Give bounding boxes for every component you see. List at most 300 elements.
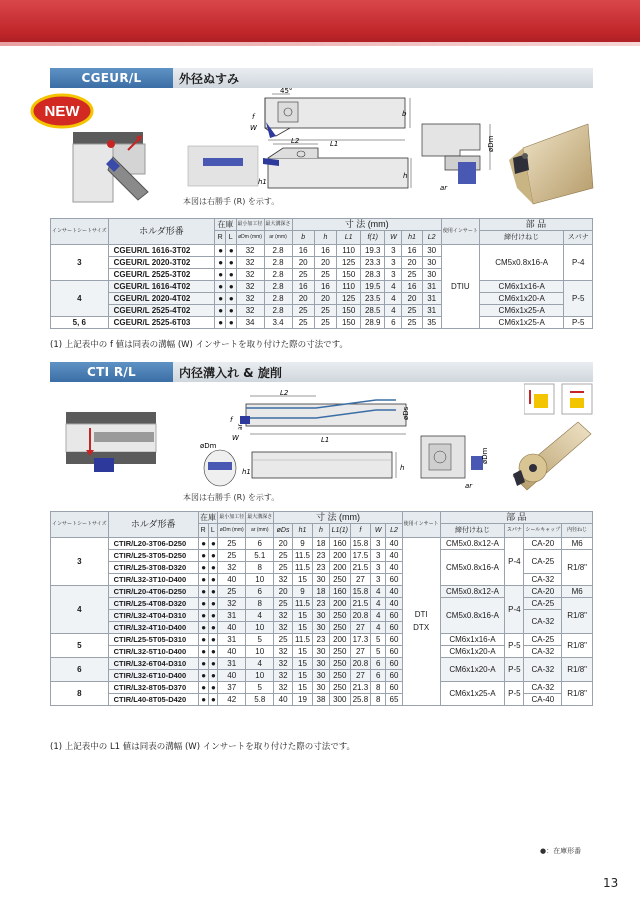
dim-cell-l1: 150 <box>337 305 361 317</box>
dim-cell-h: 25 <box>314 317 336 329</box>
dim-cell-l1: 300 <box>329 694 350 706</box>
screw-cell: CM5x0.8x16-A <box>440 598 505 634</box>
dim-cell-h: 18 <box>313 586 330 598</box>
dim-cell-ds: 32 <box>274 622 293 634</box>
dim-cell-h1: 25 <box>402 305 422 317</box>
insert-cell: DTI DTX <box>402 538 440 706</box>
dim-cell-dm: 25 <box>218 550 246 562</box>
col-stock: 在庫 <box>215 219 236 231</box>
dim-cell-b: 16 <box>292 245 314 257</box>
dim-cell-l1: 200 <box>329 634 350 646</box>
dim-cell-w: 3 <box>371 538 386 550</box>
dim-cell-ar: 4 <box>246 610 274 622</box>
dim-cell-h: 25 <box>314 305 336 317</box>
stock-l-cell: ● <box>208 682 218 694</box>
cgeur-application-illustration <box>68 122 163 207</box>
dim-cell-f: 28.9 <box>361 317 385 329</box>
dim-cell-w: 3 <box>385 245 402 257</box>
dim-cell-dm: 31 <box>218 658 246 670</box>
dim-cell-h1: 16 <box>402 245 422 257</box>
dim-cell-f: 19.3 <box>361 245 385 257</box>
dim-cell-ar: 10 <box>246 646 274 658</box>
insert-size-cell: 8 <box>51 682 109 706</box>
cti-spec-table: インサートシートサイズ ホルダ形番 在庫 最小加工径 最大溝深さ 寸 法 (mm) 使用インサート 部 品 R L øDm (mm) ar (mm) øDs h1 h L1(1) f W L2 締付けねじ スパナ シールキャップ 内径ねじ 3 CTIR/L20-3T06-D250 ● ● 25 6 20 9 18 160 15.8 3 40 DTI DTX CM5x0.8x12-A P-4 CA-20 M6 CTIR/L25-3T05-D250 ● ● 25 5.1 25 11.5 23 200 17.5 3 40 CM5x0.8x16-A CA-25 R1/8" CTIR/L25-3T08-D320 ● ● 32 8 25 11.5 23 200 21.5 3 40 CTIR/L32-3T10-D400 ● ● 40 10 32 15 30 250 27 3 60 CA-32 4 CTIR/L20-4T06-D250 ● ● 25 6 20 9 18 160 15.8 4 40 CM5x0.8x12-A P-4 CA-20 M6 CTIR/L25-4T08-D320 ● ● 32 8 25 11.5 23 200 21.5 4 40 CM5x0.8x16-A CA-25 R1/8" CTIR/L32-4T04-D310 ● ● 31 4 32 15 30 250 20.8 4 60 CA-32 CTIR/L32-4T10-D400 ● ● 40 10 32 15 30 250 27 4 60 5 CTIR/L25-5T05-D310 ● ● 31 5 25 11.5 23 200 17.3 5 60 CM6x1x16-A P-5 CA-25 R1/8" CTIR/L32-5T10-D400 ● ● 40 10 32 15 30 250 27 5 60 CM6x1x20-A CA-32 6 CTIR/L32-6T04-D310 ● ● 31 4 32 15 30 250 20.8 6 60 CM6x1x20-A P-5 CA-32 R1/8" CTIR/L32-6T10-D400 ● ● 40 10 32 15 30 250 27 6 60 8 CTIR/L32-8T05-D370 ● ● 37 5 32 15 30 250 21.3 8 60 CM6x1x25-A P-5 CA-32 R1/8" CTIR/L40-8T05-D420 ● ● 42 5.8 40 19 38 300 25.8 8 65 CA-40 <box>50 511 593 706</box>
dim-cell-dm: 40 <box>218 670 246 682</box>
dim-cell-w: 4 <box>385 293 402 305</box>
cti-tool-photo <box>503 416 595 496</box>
dim-cell-f: 20.8 <box>350 658 370 670</box>
holder-model-cell: CGEUR/L 2525-6T03 <box>108 317 215 329</box>
stock-l-cell: ● <box>225 269 236 281</box>
page-number: 13 <box>603 876 619 890</box>
dim-cell-l2: 40 <box>386 538 402 550</box>
dim-cell-l1: 200 <box>329 598 350 610</box>
dim-cell-w: 4 <box>385 281 402 293</box>
seal-cap-cell: CA-32 <box>524 682 562 694</box>
col-insert: 使用インサート <box>402 512 440 538</box>
dim-cell-h: 30 <box>313 670 330 682</box>
dim-cell-ar: 2.8 <box>264 305 292 317</box>
dim-cell-w: 4 <box>385 305 402 317</box>
dim-cell-f: 28.5 <box>361 305 385 317</box>
cti-section-drawing <box>415 426 495 492</box>
dim-cell-h1: 15 <box>292 670 312 682</box>
holder-model-cell: CGEUR/L 2525-4T02 <box>108 305 215 317</box>
svg-text:ar: ar <box>465 482 473 490</box>
seal-cap-cell: CA-25 <box>524 634 562 646</box>
dim-cell-h1: 11.5 <box>292 562 312 574</box>
stock-r-cell: ● <box>198 538 208 550</box>
wrench-cell: P-5 <box>505 634 524 658</box>
dim-cell-ar: 6 <box>246 538 274 550</box>
stock-r-cell: ● <box>198 574 208 586</box>
stock-l-cell: ● <box>208 622 218 634</box>
screw-cell: CM5x0.8x12-A <box>440 538 505 550</box>
inner-screw-cell: R1/8" <box>562 682 593 706</box>
stock-l-cell: ● <box>208 598 218 610</box>
dim-cell-l2: 30 <box>422 257 441 269</box>
dim-cell-f: 20.8 <box>350 610 370 622</box>
wrench-cell: P-5 <box>505 682 524 706</box>
col-insert-size: インサートシートサイズ <box>51 512 109 538</box>
col-min-dia-title: 最小加工径 <box>218 512 246 524</box>
dim-cell-f: 17.3 <box>350 634 370 646</box>
stock-r-cell: ● <box>198 634 208 646</box>
seal-cap-cell: CA-32 <box>524 646 562 658</box>
dim-cell-dm: 37 <box>218 682 246 694</box>
screw-cell: CM6x1x25-A <box>479 317 564 329</box>
dim-cell-w: 8 <box>371 694 386 706</box>
dim-cell-l1: 125 <box>337 293 361 305</box>
dim-cell-h1: 20 <box>402 293 422 305</box>
stock-l-cell: ● <box>225 281 236 293</box>
cgeur-table-body <box>51 245 593 329</box>
cgeur-note: (1) 上記表中の f 値は同表の溝幅 (W) インサートを取り付けた際の寸法です。 <box>50 340 348 350</box>
dim-cell-l2: 40 <box>386 598 402 610</box>
dim-cell-l2: 31 <box>422 281 441 293</box>
dim-cell-ar: 5 <box>246 682 274 694</box>
dim-cell-h: 30 <box>313 682 330 694</box>
stock-r-cell: ● <box>215 269 226 281</box>
dim-cell-l2: 40 <box>386 550 402 562</box>
dim-cell-w: 6 <box>385 317 402 329</box>
dim-cell-ds: 25 <box>274 562 293 574</box>
dim-cell-ar: 2.8 <box>264 269 292 281</box>
dim-cell-l2: 60 <box>386 634 402 646</box>
stock-r-cell: ● <box>198 670 208 682</box>
dim-cell-h: 30 <box>313 658 330 670</box>
stock-l-cell: ● <box>225 305 236 317</box>
table-row <box>51 281 593 293</box>
cgeur-spec-table: インサートシートサイズ ホルダ形番 在庫 最小加工径 最大溝深さ 寸 法 (mm) 使用インサート 部 品 R L øDm (mm) ar (mm) b h L1 f(1) W h1 L2 締付けねじ スパナ 3 CGEUR/L 1616-3T02 ● ● 32 2.8 16 16 110 19.3 3 16 30 DTIU CM5x0.8x16-A P-4 CGEUR/L 2020-3T02 ● ● 32 2.8 20 20 125 23.3 3 20 30 CGEUR/L 2525-3T02 ● ● 32 2.8 25 25 150 28.3 3 25 30 4 CGEUR/L 1616-4T02 ● ● 32 2.8 16 16 110 19.5 4 16 31 CM6x1x16-A P-5 CGEUR/L 2020-4T02 ● ● 32 2.8 20 20 125 23.5 4 20 31 CM6x1x20-A CGEUR/L 2525-4T02 ● ● 32 2.8 25 25 150 28.5 4 25 31 CM6x1x25-A 5, 6 CGEUR/L 2525-6T03 ● ● 34 3.4 25 25 150 28.9 6 25 35 CM6x1x25-A P-5 <box>50 218 593 329</box>
dim-cell-f: 28.3 <box>361 269 385 281</box>
dim-cell-l1: 200 <box>329 550 350 562</box>
stock-r-cell: ● <box>215 305 226 317</box>
dim-cell-dm: 31 <box>218 634 246 646</box>
dim-cell-l2: 31 <box>422 293 441 305</box>
dim-cell-b: 20 <box>292 293 314 305</box>
holder-model-cell: CTIR/L25-5T05-D310 <box>108 634 198 646</box>
seal-cap-cell: CA-32 <box>524 610 562 634</box>
insert-size-cell: 3 <box>51 245 109 281</box>
dim-cell-w: 3 <box>371 562 386 574</box>
dim-cell-dm: 32 <box>236 281 264 293</box>
inner-screw-cell: M6 <box>562 586 593 598</box>
dim-cell-dm: 40 <box>218 574 246 586</box>
stock-l-cell: ● <box>208 574 218 586</box>
stock-l-cell: ● <box>208 550 218 562</box>
stock-r-cell: ● <box>198 646 208 658</box>
dim-cell-l1: 250 <box>329 646 350 658</box>
stock-l-cell: ● <box>208 694 218 706</box>
svg-text:h1: h1 <box>242 468 251 476</box>
seal-cap-cell: CA-25 <box>524 550 562 574</box>
dim-cell-ds: 32 <box>274 658 293 670</box>
holder-model-cell: CTIR/L32-4T10-D400 <box>108 622 198 634</box>
dim-cell-ar: 8 <box>246 562 274 574</box>
dim-cell-f: 23.3 <box>361 257 385 269</box>
svg-text:45°: 45° <box>280 88 293 95</box>
table-row <box>51 293 593 305</box>
stock-l-cell: ● <box>208 658 218 670</box>
dim-cell-ar: 8 <box>246 598 274 610</box>
dim-cell-h1: 11.5 <box>292 550 312 562</box>
dim-cell-dm: 32 <box>236 257 264 269</box>
dim-cell-ar: 2.8 <box>264 245 292 257</box>
dim-cell-w: 3 <box>371 574 386 586</box>
dim-cell-h1: 15 <box>292 622 312 634</box>
cti-table-body <box>51 538 593 706</box>
screw-cell: CM6x1x25-A <box>479 305 564 317</box>
svg-text:øDm: øDm <box>487 135 495 152</box>
stock-r-cell: ● <box>198 610 208 622</box>
dim-cell-h: 23 <box>313 634 330 646</box>
dim-cell-ds: 32 <box>274 682 293 694</box>
holder-model-cell: CGEUR/L 2525-3T02 <box>108 269 215 281</box>
dim-cell-dm: 25 <box>218 586 246 598</box>
dim-cell-b: 25 <box>292 317 314 329</box>
dim-cell-l2: 35 <box>422 317 441 329</box>
dim-cell-h: 23 <box>313 550 330 562</box>
cti-note: (1) 上記表中の L1 値は同表の溝幅 (W) インサートを取り付けた際の寸法です。 <box>50 742 356 752</box>
dim-cell-w: 6 <box>371 670 386 682</box>
stock-l-cell: ● <box>225 257 236 269</box>
dim-cell-l1: 250 <box>329 670 350 682</box>
dim-cell-h1: 15 <box>292 610 312 622</box>
dim-cell-l2: 40 <box>386 586 402 598</box>
dim-cell-ds: 20 <box>274 586 293 598</box>
dim-cell-h1: 20 <box>402 257 422 269</box>
dim-cell-ds: 20 <box>274 538 293 550</box>
cti-side-view-drawing <box>196 434 416 492</box>
dim-cell-h: 38 <box>313 694 330 706</box>
dim-cell-ds: 25 <box>274 598 293 610</box>
dim-cell-f: 17.5 <box>350 550 370 562</box>
table-row <box>51 245 593 257</box>
dim-cell-h: 30 <box>313 574 330 586</box>
screw-cell: CM6x1x25-A <box>440 682 505 706</box>
dim-cell-ar: 2.8 <box>264 293 292 305</box>
svg-text:L1: L1 <box>330 140 339 148</box>
dim-cell-b: 16 <box>292 281 314 293</box>
dim-cell-l2: 31 <box>422 305 441 317</box>
dim-cell-h1: 15 <box>292 646 312 658</box>
col-min-dia-title: 最小加工径 <box>236 219 264 231</box>
dim-cell-l2: 60 <box>386 682 402 694</box>
dim-cell-l2: 60 <box>386 610 402 622</box>
cti-coolant-icons <box>524 382 594 416</box>
dim-cell-ar: 10 <box>246 670 274 682</box>
wrench-cell: P-4 <box>505 586 524 634</box>
dim-cell-ar: 5.1 <box>246 550 274 562</box>
new-badge-text: NEW <box>44 103 80 120</box>
stock-l-cell: ● <box>225 245 236 257</box>
page-header-band <box>0 0 640 46</box>
table-row <box>51 586 593 598</box>
holder-model-cell: CGEUR/L 1616-3T02 <box>108 245 215 257</box>
stock-l-cell: ● <box>208 646 218 658</box>
holder-model-cell: CGEUR/L 2020-3T02 <box>108 257 215 269</box>
dim-cell-l2: 60 <box>386 658 402 670</box>
insert-size-cell: 4 <box>51 586 109 634</box>
seal-cap-cell: CA-40 <box>524 694 562 706</box>
holder-model-cell: CTIR/L32-4T04-D310 <box>108 610 198 622</box>
table-row <box>51 538 593 550</box>
stock-r-cell: ● <box>198 586 208 598</box>
dim-cell-w: 4 <box>371 610 386 622</box>
dim-cell-l2: 30 <box>422 269 441 281</box>
svg-text:h: h <box>403 172 408 180</box>
screw-cell: CM5x0.8x16-A <box>440 550 505 586</box>
section-tag: CTI R/L <box>50 362 173 382</box>
section-title: 外径ぬすみ <box>173 68 593 88</box>
seal-cap-cell: CA-20 <box>524 586 562 598</box>
col-parts: 部 品 <box>479 219 592 231</box>
dim-cell-ds: 32 <box>274 646 293 658</box>
holder-model-cell: CTIR/L25-3T05-D250 <box>108 550 198 562</box>
dim-cell-h1: 11.5 <box>292 598 312 610</box>
stock-l-cell: ● <box>225 317 236 329</box>
dim-cell-h: 18 <box>313 538 330 550</box>
dim-cell-ar: 2.8 <box>264 281 292 293</box>
dim-cell-dm: 32 <box>236 245 264 257</box>
screw-cell: CM6x1x16-A <box>479 281 564 293</box>
cti-application-illustration <box>64 392 159 492</box>
insert-size-cell: 5, 6 <box>51 317 109 329</box>
svg-text:øDm: øDm <box>200 442 217 450</box>
dim-cell-w: 6 <box>371 658 386 670</box>
dim-cell-h1: 25 <box>402 317 422 329</box>
dim-cell-h: 16 <box>314 245 336 257</box>
dim-cell-f: 23.5 <box>361 293 385 305</box>
dim-cell-ar: 6 <box>246 586 274 598</box>
dim-cell-h: 30 <box>313 610 330 622</box>
inner-screw-cell: R1/8" <box>562 598 593 634</box>
stock-r-cell: ● <box>198 622 208 634</box>
dim-cell-l1: 160 <box>329 538 350 550</box>
dim-cell-h: 20 <box>314 257 336 269</box>
wrench-cell: P-4 <box>564 245 593 281</box>
wrench-cell: P-4 <box>505 538 524 586</box>
dim-cell-dm: 32 <box>236 293 264 305</box>
holder-model-cell: CTIR/L20-3T06-D250 <box>108 538 198 550</box>
inner-screw-cell: M6 <box>562 538 593 550</box>
dim-cell-l1: 250 <box>329 574 350 586</box>
svg-text:b: b <box>402 110 407 118</box>
dim-cell-w: 3 <box>385 257 402 269</box>
dim-cell-l2: 60 <box>386 646 402 658</box>
insert-size-cell: 4 <box>51 281 109 317</box>
table-row <box>51 634 593 646</box>
dim-cell-h1: 25 <box>402 269 422 281</box>
dim-cell-dm: 31 <box>218 610 246 622</box>
stock-l-cell: ● <box>208 634 218 646</box>
holder-model-cell: CTIR/L32-3T10-D400 <box>108 574 198 586</box>
dim-cell-ds: 32 <box>274 574 293 586</box>
dim-cell-b: 25 <box>292 269 314 281</box>
cgeur-tool-photo <box>503 118 595 206</box>
dim-cell-ds: 32 <box>274 670 293 682</box>
stock-l-cell: ● <box>208 586 218 598</box>
svg-text:h1: h1 <box>258 178 267 186</box>
insert-size-cell: 3 <box>51 538 109 586</box>
dim-cell-ar: 5 <box>246 634 274 646</box>
stock-r-cell: ● <box>198 658 208 670</box>
dim-cell-ar: 10 <box>246 622 274 634</box>
svg-text:øDs: øDs <box>402 406 410 420</box>
dim-cell-l1: 250 <box>329 610 350 622</box>
holder-model-cell: CTIR/L25-4T08-D320 <box>108 598 198 610</box>
dim-cell-w: 4 <box>371 586 386 598</box>
stock-r-cell: ● <box>198 562 208 574</box>
dim-cell-l1: 110 <box>337 281 361 293</box>
inner-screw-cell: R1/8" <box>562 658 593 682</box>
screw-cell: CM6x1x20-A <box>440 658 505 682</box>
svg-text:L2: L2 <box>291 137 300 145</box>
svg-text:L2: L2 <box>280 389 289 397</box>
seal-cap-cell: CA-25 <box>524 598 562 610</box>
dim-cell-f: 27 <box>350 574 370 586</box>
dim-cell-h1: 16 <box>402 281 422 293</box>
dim-cell-f: 19.5 <box>361 281 385 293</box>
holder-model-cell: CTIR/L32-5T10-D400 <box>108 646 198 658</box>
dim-cell-ar: 3.4 <box>264 317 292 329</box>
stock-r-cell: ● <box>215 245 226 257</box>
dim-cell-f: 21.5 <box>350 598 370 610</box>
svg-text:øDm: øDm <box>481 447 489 464</box>
stock-l-cell: ● <box>225 293 236 305</box>
stock-l-cell: ● <box>208 562 218 574</box>
col-stock: 在庫 <box>199 512 216 522</box>
screw-cell: CM6x1x20-A <box>479 293 564 305</box>
dim-cell-h: 30 <box>313 622 330 634</box>
dim-cell-w: 3 <box>385 269 402 281</box>
cgeur-side-view-drawing <box>183 136 415 194</box>
holder-model-cell: CTIR/L32-8T05-D370 <box>108 682 198 694</box>
stock-l-cell: ● <box>208 538 218 550</box>
holder-model-cell: CGEUR/L 2020-4T02 <box>108 293 215 305</box>
svg-text:L1: L1 <box>321 436 330 444</box>
dim-cell-ar: 4 <box>246 658 274 670</box>
dim-cell-ds: 25 <box>274 634 293 646</box>
dim-cell-ds: 40 <box>274 694 293 706</box>
col-max-depth-title: 最大溝深さ <box>264 219 292 231</box>
stock-legend: ●：在庫形番 <box>540 847 582 855</box>
dim-cell-h: 20 <box>314 293 336 305</box>
dim-cell-f: 27 <box>350 670 370 682</box>
seal-cap-cell: CA-32 <box>524 658 562 682</box>
dim-cell-dm: 42 <box>218 694 246 706</box>
svg-text:ar: ar <box>440 184 448 192</box>
screw-cell: CM6x1x20-A <box>440 646 505 658</box>
table-row <box>51 658 593 670</box>
dim-cell-h1: 9 <box>292 538 312 550</box>
dim-cell-f: 21.5 <box>350 562 370 574</box>
dim-cell-l2: 40 <box>386 562 402 574</box>
wrench-cell: P-5 <box>505 658 524 682</box>
svg-text:W: W <box>232 434 239 442</box>
dim-cell-f: 25.8 <box>350 694 370 706</box>
dim-cell-h: 25 <box>314 269 336 281</box>
dim-cell-h1: 9 <box>292 586 312 598</box>
svg-text:f: f <box>252 113 255 121</box>
dim-cell-h: 23 <box>313 598 330 610</box>
dim-cell-ds: 32 <box>274 610 293 622</box>
dim-cell-f: 15.8 <box>350 538 370 550</box>
dim-cell-h1: 15 <box>292 682 312 694</box>
inner-screw-cell: R1/8" <box>562 634 593 658</box>
section-header-cti <box>50 362 593 382</box>
stock-l-cell: ● <box>208 670 218 682</box>
table-row <box>51 682 593 694</box>
dim-cell-l2: 60 <box>386 574 402 586</box>
dim-cell-f: 27 <box>350 622 370 634</box>
dim-cell-h: 23 <box>313 562 330 574</box>
dim-cell-h1: 11.5 <box>292 634 312 646</box>
col-insert-size: インサートシートサイズ <box>51 219 109 245</box>
dim-cell-h1: 19 <box>292 694 312 706</box>
col-insert: 使用インサート <box>441 219 479 245</box>
cgeur-section-drawing <box>420 110 500 200</box>
col-parts: 部 品 <box>440 512 592 524</box>
dim-cell-h1: 15 <box>292 658 312 670</box>
col-max-depth-title: 最大溝深さ <box>246 512 274 524</box>
dim-cell-l1: 150 <box>337 269 361 281</box>
dim-cell-h: 30 <box>313 646 330 658</box>
dim-cell-f: 27 <box>350 646 370 658</box>
wrench-cell: P-5 <box>564 317 593 329</box>
svg-text:h: h <box>400 464 405 472</box>
